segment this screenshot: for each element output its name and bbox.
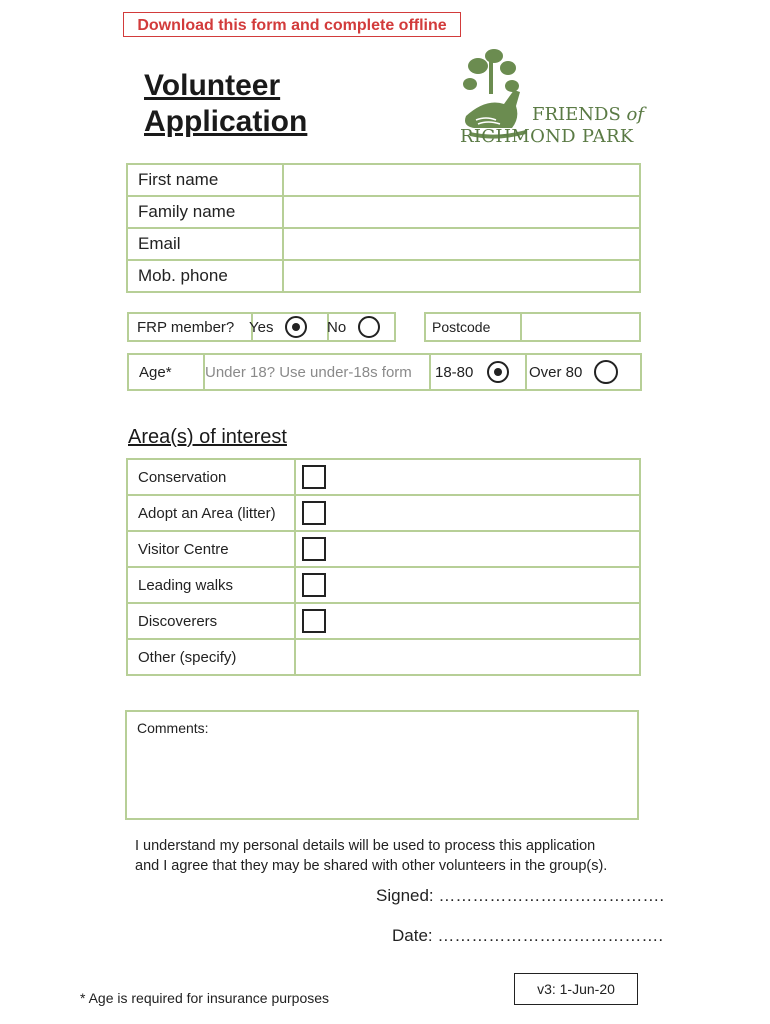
age-footnote: * Age is required for insurance purposes [80,990,330,1006]
title-line-1: Volunteer [144,69,281,102]
comments-label: Comments: [137,720,209,736]
age-over-80-radio[interactable] [594,360,618,384]
version-box: v3: 1-Jun-20 [514,973,638,1005]
table-row [127,639,640,675]
areas-of-interest-title: Area(s) of interest [128,426,287,448]
consent-text [135,836,655,876]
table-row [127,164,640,196]
age-over-80-label: Over 80 [529,363,583,381]
consent-line-1: I understand my personal details will be used to process this application [135,838,596,854]
interest-other-label: Other (specify) [127,639,295,675]
interest-leading-walks-label: Leading walks [127,567,295,603]
comments-field[interactable] [125,710,639,820]
postcode-label: Postcode [426,314,522,340]
age-label: Age* [129,355,205,389]
member-yes-label: Yes [249,318,274,336]
visitor-centre-checkbox[interactable] [302,537,326,561]
title-line-2: Application [144,105,308,138]
adopt-area-checkbox[interactable] [302,501,326,525]
table-row [127,228,640,260]
age-18-80-label: 18-80 [435,363,474,381]
table-row [127,260,640,292]
page-title [144,68,307,140]
table-row [127,196,640,228]
member-no-label: No [327,318,347,336]
interest-adopt-area-label: Adopt an Area (litter) [127,495,295,531]
logo-text-richmond-park: RICHMOND PARK [460,126,634,147]
table-row [127,531,640,567]
table-row [127,567,640,603]
table-row [127,459,640,495]
under-18-note: Under 18? Use under-18s form [203,355,431,389]
member-yes-radio[interactable] [285,316,307,338]
discoverers-checkbox[interactable] [302,609,326,633]
membership-box [127,312,396,342]
family-name-field[interactable] [283,196,640,228]
download-banner[interactable]: Download this form and complete offline [123,12,461,37]
conservation-checkbox[interactable] [302,465,326,489]
age-18-80-option[interactable] [431,355,527,389]
first-name-label: First name [127,164,283,196]
age-over-80-option[interactable] [525,355,639,389]
interest-discoverers-label: Discoverers [127,603,295,639]
signed-line[interactable]: Signed: …………………………………. [376,886,665,905]
member-yes-option[interactable] [245,314,329,340]
age-18-80-radio[interactable] [487,361,509,383]
family-name-label: Family name [127,196,283,228]
table-row [127,495,640,531]
postcode-box [424,312,641,342]
mob-phone-label: Mob. phone [127,260,283,292]
mob-phone-field[interactable] [283,260,640,292]
consent-line-2: and I agree that they may be shared with other volunteers in the group(s). [135,858,608,874]
date-line[interactable]: Date: …………………………………. [392,926,664,945]
leading-walks-checkbox[interactable] [302,573,326,597]
table-row [127,603,640,639]
interest-conservation-label: Conservation [127,459,295,495]
interests-table [126,458,641,676]
age-box [127,353,642,391]
first-name-field[interactable] [283,164,640,196]
postcode-field[interactable] [516,314,639,340]
member-no-option[interactable] [325,314,397,340]
email-field[interactable] [283,228,640,260]
logo-text-friends: FRIENDS of [532,104,645,125]
interest-visitor-centre-label: Visitor Centre [127,531,295,567]
email-label: Email [127,228,283,260]
frp-member-label: FRP member? [129,314,253,340]
member-no-radio[interactable] [358,316,380,338]
personal-details-table [126,163,641,293]
other-specify-field[interactable] [295,639,640,675]
